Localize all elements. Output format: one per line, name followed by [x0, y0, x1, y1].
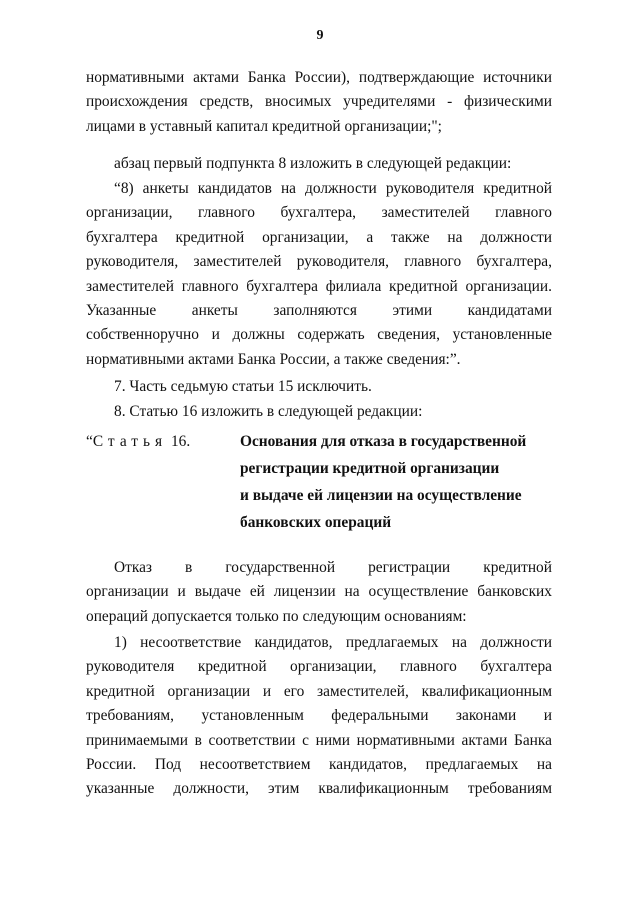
- article-title: [240, 428, 550, 536]
- point-1: [86, 631, 552, 802]
- text-line: собственноручно и должны содержать сведения, установленные: [86, 326, 552, 344]
- text-line: нормативными актами Банка России), подтверждающие источники: [86, 69, 552, 86]
- text-line: нормативными актами Банка России, а также сведения:”.: [86, 350, 461, 368]
- text-line: бухгалтера кредитной организации, а также на должности: [86, 228, 552, 246]
- text-line: происхождения средств, вносимых учредителями - физическими: [86, 93, 552, 111]
- text-line: 1) несоответствие кандидатов, предлагаемых на должности: [114, 634, 552, 651]
- article-word: Статья: [92, 433, 168, 450]
- text-line: 8. Статью 16 изложить в следующей редакции:: [114, 403, 423, 420]
- text-line: требованиям, установленным федеральными законами и: [86, 707, 552, 725]
- open-quote: “: [86, 433, 93, 450]
- text-line: организации, главного бухгалтера, заместителей главного: [86, 204, 552, 222]
- text-line: руководителя кредитной организации, главного бухгалтера: [86, 658, 552, 676]
- top-paragraph: [86, 66, 552, 139]
- text-line: указанные должности, этим квалификационным требованиям: [86, 780, 552, 798]
- text-line: “8) анкеты кандидатов на должности руководителя кредитной: [114, 180, 552, 197]
- article-label: [86, 428, 190, 455]
- item-7: [86, 375, 552, 399]
- text-line: операций допускается только по следующим основаниям:: [86, 607, 467, 625]
- title-line: регистрации кредитной организации: [240, 460, 500, 477]
- title-line: Основания для отказа в государственной: [240, 433, 527, 450]
- text-line: России. Под несоответствием кандидатов, предлагаемых на: [86, 756, 552, 774]
- title-line: банковских операций: [240, 514, 392, 531]
- text-line: 7. Часть седьмую статьи 15 исключить.: [114, 378, 372, 395]
- text-line: Указанные анкеты заполняются этими кандидатами: [86, 302, 552, 320]
- text-line: принимаемыми в соответствии с ними нормативными актами Банка: [86, 731, 552, 749]
- instruction-abzac: [86, 152, 552, 176]
- text-line: лицами в уставный капитал кредитной организации;";: [86, 117, 442, 135]
- text-line: руководителя, заместителей руководителя, главного бухгалтера,: [86, 253, 552, 271]
- text-line: кредитной организации и его заместителей, квалификационным: [86, 682, 552, 700]
- quote-point-8: [86, 177, 552, 372]
- item-8: [86, 400, 552, 424]
- article-number: 16.: [170, 433, 191, 450]
- refusal-paragraph: [86, 556, 552, 629]
- text-line: заместителей главного бухгалтера филиала кредитной организации.: [86, 277, 552, 295]
- page-number: 9: [316, 28, 324, 43]
- title-line: и выдаче ей лицензии на осуществление: [240, 487, 522, 504]
- text-line: организации и выдаче ей лицензии на осуществление банковских: [86, 583, 552, 601]
- text-line: абзац первый подпункта 8 изложить в следующей редакции:: [114, 155, 512, 172]
- text-line: Отказ в государственной регистрации кредитной: [114, 559, 552, 576]
